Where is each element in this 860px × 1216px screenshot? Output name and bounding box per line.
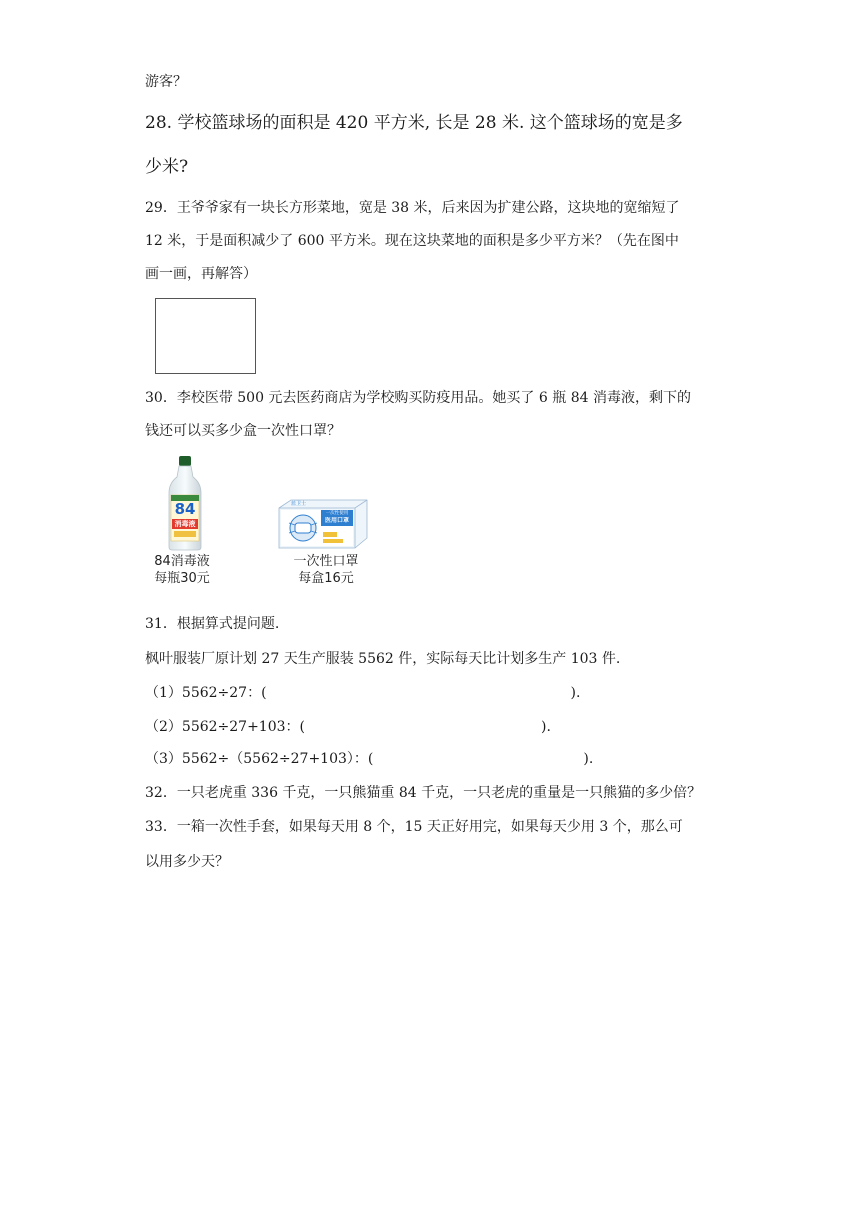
question-28-line1: 28. 学校篮球场的面积是 420 平方米, 长是 28 米. 这个篮球场的宽是多 [145,113,683,133]
mask-box-image [277,498,369,550]
mask-price: 每盒16元 [298,571,354,586]
question-29-line3: 画一画，再解答） [145,266,257,282]
mask-box-label: 一次性使用 [325,511,349,516]
disinfectant-bottle-image [160,455,210,551]
question-31-context: 枫叶服装厂原计划 27 天生产服装 5562 件，实际每天比计划多生产 103 件. [145,651,621,667]
item2-expression: （2）5562÷27+103：( [145,719,305,735]
question-31-title: 31．根据算式提问题. [145,616,280,632]
bottle-price: 每瓶30元 [154,571,210,586]
question-31-item2 [145,718,551,736]
question-30-line2: 钱还可以买多少盒一次性口罩？ [145,423,341,439]
question-33-line2: 以用多少天？ [145,854,229,870]
question-31-item1 [145,684,580,702]
item2-close: ). [541,719,551,735]
bottle-brand-number: 84 [174,500,196,518]
question-31-item3 [145,750,593,768]
bottle-name: 84消毒液 [154,554,210,569]
drawing-rectangle[interactable] [155,298,256,374]
mask-box-label2: 医用口罩 [324,517,349,524]
item1-expression: （1）5562÷27：( [145,685,267,701]
mask-box-brand: 蓝卫士 [291,501,307,507]
bottle-brand-text: 消毒液 [174,520,196,528]
line-tourist: 游客？ [145,74,187,90]
item1-close: ). [570,685,581,701]
mask-caption [280,553,372,587]
question-33-line1: 33．一箱一次性手套，如果每天用 8 个，15 天正好用完，如果每天少用 3 个，那么可 [145,819,683,835]
item3-close: ). [583,751,594,767]
question-30-line1: 30．李校医带 500 元去医药商店为学校购买防疫用品。她买了 6 瓶 84 消毒液，剩下的 [145,390,691,406]
question-28-line2: 少米? [145,157,189,177]
question-29-line2: 12 米，于是面积减少了 600 平方米。现在这块菜地的面积是多少平方米？（先在图中 [145,233,679,249]
bottle-caption [140,553,224,587]
question-29-line1: 29．王爷爷家有一块长方形菜地，宽是 38 米，后来因为扩建公路，这块地的宽缩短了 [145,200,680,216]
mask-name: 一次性口罩 [293,554,359,569]
question-32: 32．一只老虎重 336 千克，一只熊猫重 84 千克，一只老虎的重量是一只熊猫的多少倍？ [145,785,702,801]
item3-expression: （3）5562÷（5562÷27+103）：( [145,751,374,767]
